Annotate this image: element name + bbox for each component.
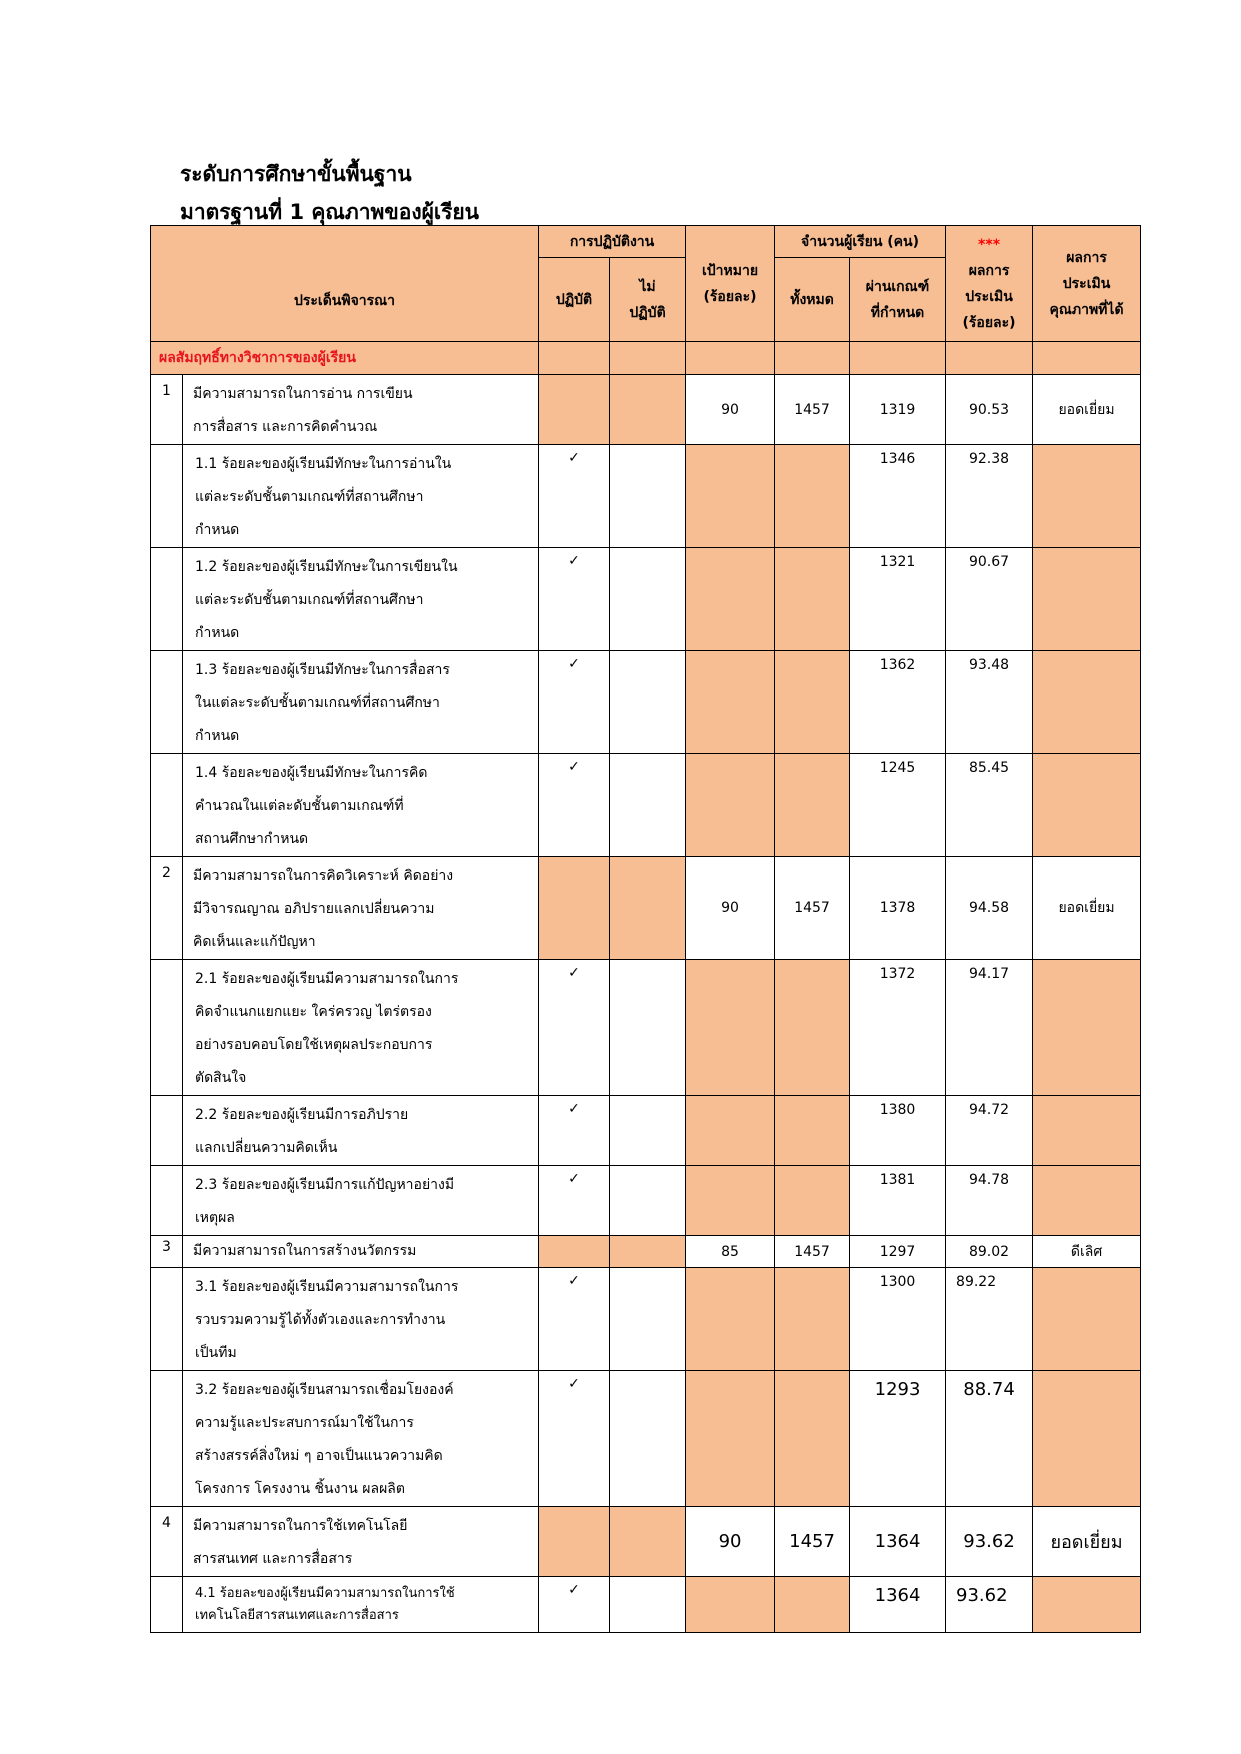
quality-value: ยอดเยี่ยม [1033, 375, 1141, 445]
percent-value: 85.45 [946, 754, 1033, 857]
criteria-text [183, 651, 539, 754]
passed-header [850, 258, 946, 342]
criteria-line: สารสนเทศ และการสื่อสาร [193, 1551, 353, 1567]
quality-header-line1: ผลการ [1066, 249, 1107, 266]
criteria-line: กำหนด [195, 522, 240, 538]
passed-value: 1364 [850, 1507, 946, 1577]
criteria-line: คิดเห็นและแก้ปัญหา [193, 934, 316, 950]
not-practiced-line2: ปฏิบัติ [629, 304, 666, 321]
criteria-line: เหตุผล [195, 1210, 235, 1226]
target-header-line1: เป้าหมาย [702, 262, 759, 279]
criteria-text [183, 1166, 539, 1236]
table-row [151, 857, 1141, 960]
criteria-line: โครงการ โครงงาน ชิ้นงาน ผลผลิต [195, 1481, 405, 1497]
table-row [151, 1166, 1141, 1236]
target-header-line2: (ร้อยละ) [703, 288, 757, 305]
criteria-line: กำหนด [195, 728, 240, 744]
criteria-text [183, 857, 539, 960]
passed-value: 1293 [850, 1371, 946, 1507]
criteria-line: การสื่อสาร และการคิดคำนวณ [193, 419, 378, 435]
quality-header-line2: ประเมิน [1062, 275, 1111, 292]
passed-value: 1362 [850, 651, 946, 754]
table-row [151, 1371, 1141, 1507]
criteria-line: แต่ละระดับชั้นตามเกณฑ์ที่สถานศึกษา [195, 489, 424, 505]
result-header-line3: (ร้อยละ) [962, 314, 1016, 331]
quality-value: ยอดเยี่ยม [1033, 1507, 1141, 1577]
criteria-text [183, 754, 539, 857]
check-icon: ✓ [539, 754, 610, 857]
criteria-line: 3.2 ร้อยละของผู้เรียนสามารถเชื่อมโยงองค์ [195, 1382, 454, 1398]
target-value: 90 [686, 1507, 775, 1577]
criteria-line: มีวิจารณญาณ อภิปรายแลกเปลี่ยนความ [193, 901, 435, 917]
percent-value: 94.72 [946, 1096, 1033, 1166]
table-row [151, 1096, 1141, 1166]
percent-value: 89.22 [946, 1268, 1033, 1371]
criteria-header-label: ประเด็นพิจารณา [293, 292, 396, 309]
criteria-line: 2.1 ร้อยละของผู้เรียนมีความสามารถในการ [195, 971, 459, 987]
criteria-text [183, 1268, 539, 1371]
standard-title: มาตรฐานที่ 1 คุณภาพของผู้เรียน [180, 200, 480, 224]
criteria-line: รวบรวมความรู้ได้ทั้งตัวเองและการทำงาน [195, 1312, 446, 1328]
check-icon: ✓ [539, 548, 610, 651]
passed-value: 1378 [850, 857, 946, 960]
quality-header-line3: คุณภาพที่ได้ [1049, 301, 1124, 318]
target-value: 90 [686, 857, 775, 960]
table-row [151, 1268, 1141, 1371]
target-value: 85 [686, 1236, 775, 1268]
percent-value: 93.62 [946, 1577, 1033, 1633]
criteria-line: 2.2 ร้อยละของผู้เรียนมีการอภิปราย [195, 1107, 409, 1123]
criteria-line: กำหนด [195, 625, 240, 641]
check-icon: ✓ [539, 1268, 610, 1371]
criteria-line: แลกเปลี่ยนความคิดเห็น [195, 1140, 338, 1156]
passed-value: 1364 [850, 1577, 946, 1633]
assessment-table [150, 225, 1141, 1633]
not-practiced-line1: ไม่ [639, 278, 656, 295]
criteria-line: แต่ละระดับชั้นตามเกณฑ์ที่สถานศึกษา [195, 592, 424, 608]
check-icon: ✓ [539, 651, 610, 754]
criteria-text [183, 1236, 539, 1268]
row-number: 4 [151, 1507, 183, 1577]
criteria-line: มีความสามารถในการใช้เทคโนโลยี [193, 1518, 408, 1534]
passed-header-line1: ผ่านเกณฑ์ [865, 278, 930, 295]
target-value: 90 [686, 375, 775, 445]
row-number: 1 [151, 375, 183, 445]
passed-value: 1319 [850, 375, 946, 445]
education-level-title: ระดับการศึกษาขั้นพื้นฐาน [180, 162, 412, 186]
criteria-text [183, 1096, 539, 1166]
target-header [686, 226, 775, 342]
check-icon: ✓ [539, 1577, 610, 1633]
passed-value: 1300 [850, 1268, 946, 1371]
check-icon: ✓ [539, 1096, 610, 1166]
criteria-line: ตัดสินใจ [195, 1070, 247, 1086]
table-row [151, 960, 1141, 1096]
criteria-text [183, 548, 539, 651]
criteria-line: 1.1 ร้อยละของผู้เรียนมีทักษะในการอ่านใน [195, 456, 452, 472]
section-row [151, 342, 1141, 375]
header-row [151, 226, 1141, 258]
total-value: 1457 [775, 375, 850, 445]
percent-value: 88.74 [946, 1371, 1033, 1507]
criteria-line: มีความสามารถในการอ่าน การเขียน [193, 386, 413, 402]
criteria-line: 4.1 ร้อยละของผู้เรียนมีความสามารถในการใช้ [195, 1586, 455, 1601]
total-value: 1457 [775, 857, 850, 960]
percent-value: 89.02 [946, 1236, 1033, 1268]
check-icon: ✓ [539, 1166, 610, 1236]
criteria-line: มีความสามารถในการคิดวิเคราะห์ คิดอย่าง [193, 868, 454, 884]
percent-value: 90.67 [946, 548, 1033, 651]
criteria-line: 3.1 ร้อยละของผู้เรียนมีความสามารถในการ [195, 1279, 459, 1295]
table-row [151, 651, 1141, 754]
table-row [151, 445, 1141, 548]
percent-value: 92.38 [946, 445, 1033, 548]
check-icon: ✓ [539, 1371, 610, 1507]
stars-marker: *** [978, 236, 1001, 253]
passed-value: 1297 [850, 1236, 946, 1268]
section-title: ผลสัมฤทธิ์ทางวิชาการของผู้เรียน [151, 342, 539, 375]
practiced-header: ปฏิบัติ [539, 258, 610, 342]
table-row [151, 1577, 1141, 1633]
criteria-text [183, 1371, 539, 1507]
passed-value: 1245 [850, 754, 946, 857]
students-group-header: จำนวนผู้เรียน (คน) [775, 226, 946, 258]
practice-group-header: การปฏิบัติงาน [539, 226, 686, 258]
criteria-line: ความรู้และประสบการณ์มาใช้ในการ [195, 1415, 414, 1431]
not-practiced-header [610, 258, 686, 342]
result-header [946, 226, 1033, 342]
quality-header [1033, 226, 1141, 342]
criteria-text [183, 375, 539, 445]
percent-value: 93.62 [946, 1507, 1033, 1577]
criteria-line: 2.3 ร้อยละของผู้เรียนมีการแก้ปัญหาอย่างมี [195, 1177, 455, 1193]
quality-value: ยอดเยี่ยม [1033, 857, 1141, 960]
result-header-line2: ประเมิน [965, 288, 1013, 305]
passed-value: 1381 [850, 1166, 946, 1236]
percent-value: 94.17 [946, 960, 1033, 1096]
result-header-line1: ผลการ [968, 262, 1010, 279]
row-number: 2 [151, 857, 183, 960]
criteria-line: 1.4 ร้อยละของผู้เรียนมีทักษะในการคิด [195, 765, 428, 781]
check-icon: ✓ [539, 960, 610, 1096]
quality-value: ดีเลิศ [1033, 1236, 1141, 1268]
percent-value: 94.58 [946, 857, 1033, 960]
passed-value: 1372 [850, 960, 946, 1096]
criteria-line: คิดจำแนกแยกแยะ ใคร่ครวญ ไตร่ตรอง [195, 1004, 432, 1020]
table-row [151, 375, 1141, 445]
criteria-line: สร้างสรรค์สิ่งใหม่ ๆ อาจเป็นแนวความคิด [195, 1448, 443, 1464]
passed-value: 1380 [850, 1096, 946, 1166]
total-header: ทั้งหมด [775, 258, 850, 342]
criteria-line: 1.2 ร้อยละของผู้เรียนมีทักษะในการเขียนใน [195, 559, 458, 575]
criteria-line: อย่างรอบคอบโดยใช้เหตุผลประกอบการ [195, 1037, 433, 1053]
criteria-text [183, 1577, 539, 1633]
criteria-line: มีความสามารถในการสร้างนวัตกรรม [193, 1243, 417, 1259]
criteria-line: สถานศึกษากำหนด [195, 831, 309, 847]
criteria-line: คำนวณในแต่ละดับชั้นตามเกณฑ์ที่ [195, 798, 404, 814]
criteria-text [183, 960, 539, 1096]
table-row [151, 548, 1141, 651]
criteria-text [183, 1507, 539, 1577]
total-value: 1457 [775, 1236, 850, 1268]
table-row [151, 1507, 1141, 1577]
criteria-header [151, 226, 539, 342]
total-value: 1457 [775, 1507, 850, 1577]
passed-header-line2: ที่กำหนด [870, 304, 925, 321]
percent-value: 94.78 [946, 1166, 1033, 1236]
check-icon: ✓ [539, 445, 610, 548]
criteria-text [183, 445, 539, 548]
criteria-line: เทคโนโลยีสารสนเทศและการสื่อสาร [195, 1608, 399, 1623]
table-row [151, 754, 1141, 857]
criteria-line: เป็นทีม [195, 1345, 237, 1361]
passed-value: 1346 [850, 445, 946, 548]
percent-value: 93.48 [946, 651, 1033, 754]
percent-value: 90.53 [946, 375, 1033, 445]
row-number: 3 [151, 1236, 183, 1268]
passed-value: 1321 [850, 548, 946, 651]
criteria-line: 1.3 ร้อยละของผู้เรียนมีทักษะในการสื่อสาร [195, 662, 450, 678]
criteria-line: ในแต่ละระดับชั้นตามเกณฑ์ที่สถานศึกษา [195, 695, 440, 711]
table-row [151, 1236, 1141, 1268]
